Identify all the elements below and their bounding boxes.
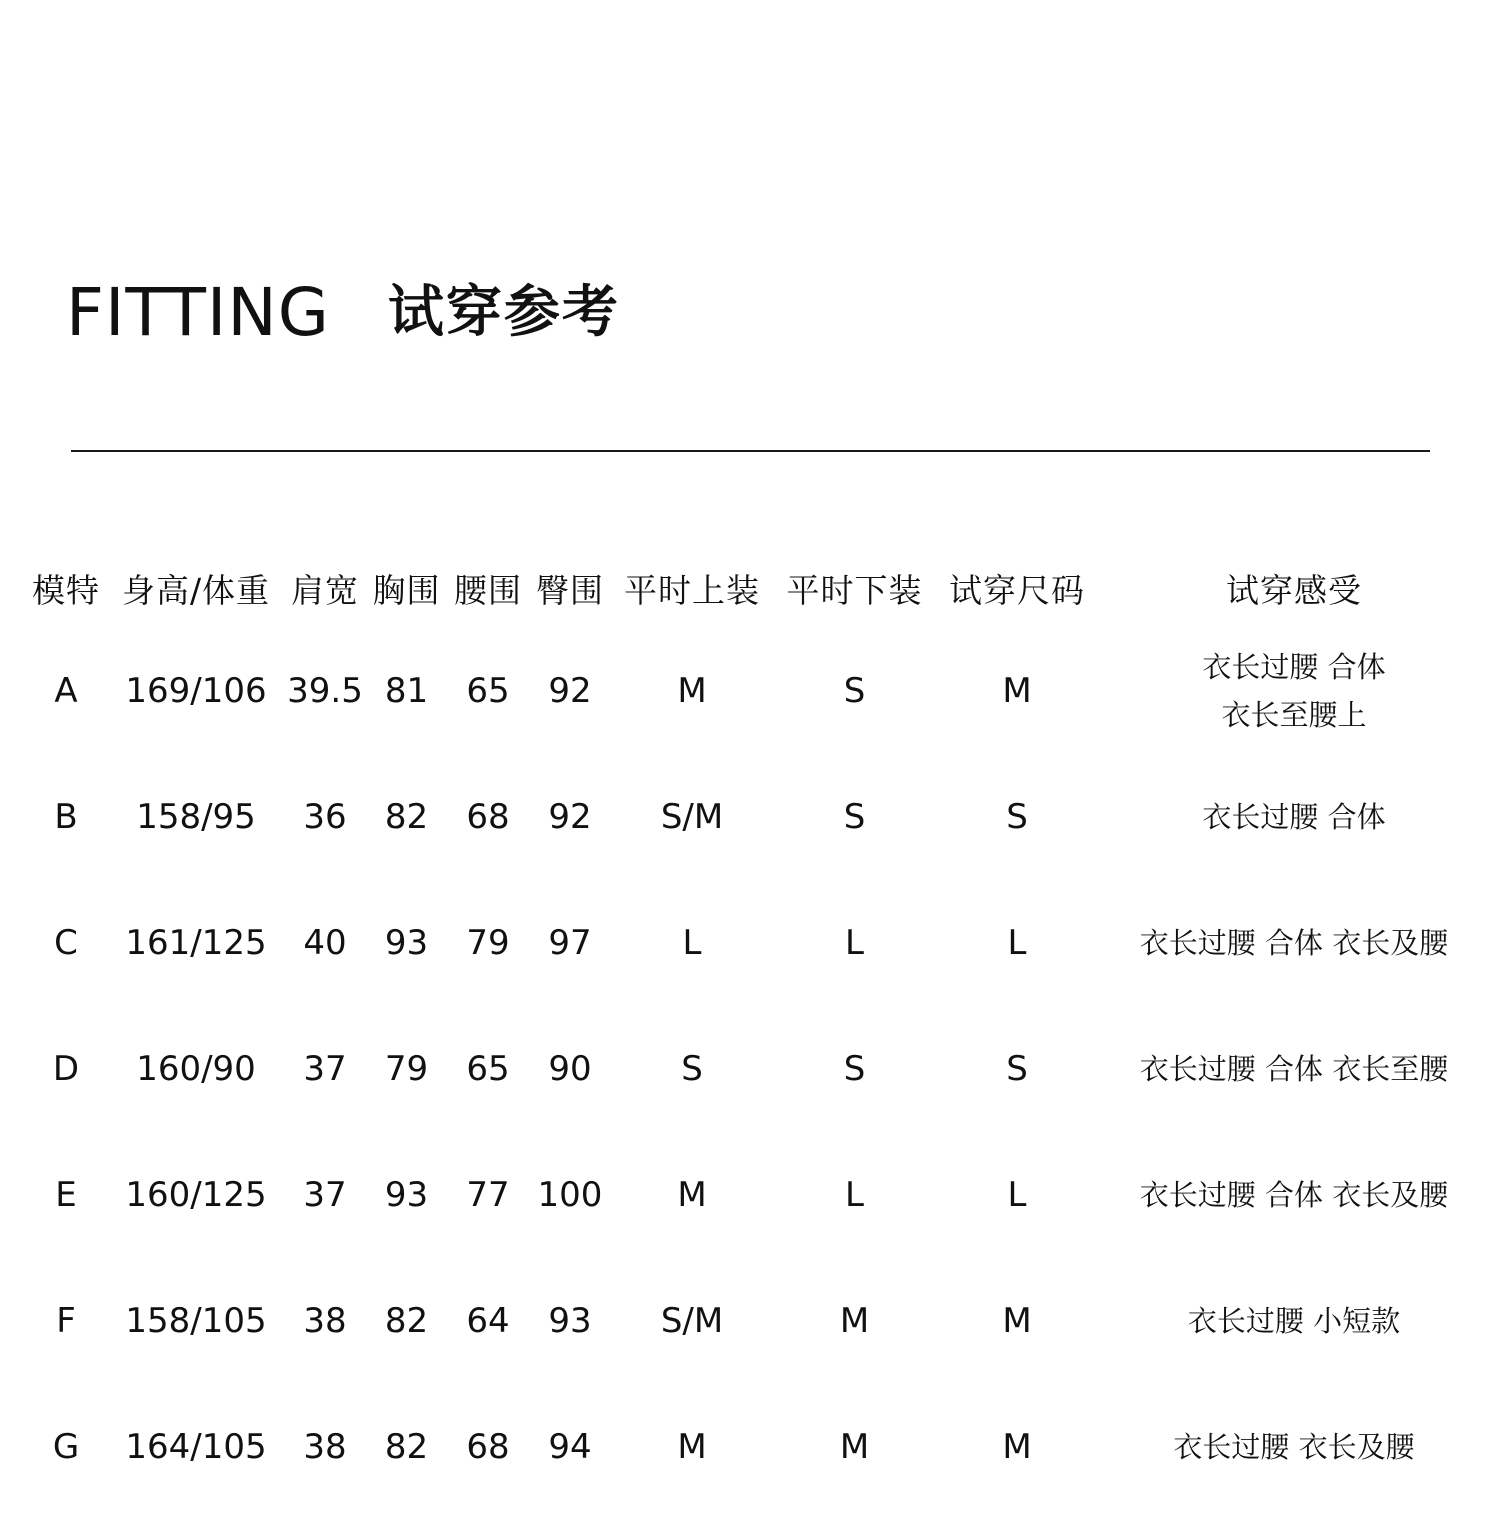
waist-cell: 68 — [466, 797, 510, 837]
header-usual-bottom: 平时下装 — [786, 570, 923, 610]
model-cell: G — [52, 1427, 80, 1467]
usual-top-cell: S — [681, 1049, 703, 1089]
header-height-weight: 身高/体重 — [121, 570, 271, 610]
title-chinese: 试穿参考 — [387, 280, 620, 345]
model-cell: A — [54, 671, 78, 711]
feedback-cell — [1104, 1297, 1484, 1345]
usual-top-cell: S/M — [660, 797, 724, 837]
hip-cell: 97 — [548, 923, 592, 963]
try-size-cell: L — [1007, 1175, 1027, 1215]
try-size-cell: M — [1002, 1427, 1032, 1467]
usual-top-cell: S/M — [660, 1301, 724, 1341]
feedback-cell — [1104, 643, 1484, 739]
chest-cell: 82 — [384, 1301, 429, 1341]
chest-cell: 93 — [384, 1175, 429, 1215]
waist-cell: 65 — [466, 1049, 510, 1089]
header-chest: 胸围 — [372, 570, 441, 610]
shoulder-cell: 37 — [303, 1175, 347, 1215]
feedback-line: 衣长至腰上 — [1221, 698, 1367, 732]
try-size-cell: S — [1006, 1049, 1028, 1089]
usual-bottom-cell: L — [845, 923, 864, 963]
height-weight-cell: 164/105 — [125, 1427, 267, 1467]
usual-top-cell: L — [682, 923, 702, 963]
usual-bottom-cell: S — [843, 671, 866, 711]
model-cell: C — [54, 923, 78, 963]
hip-cell: 100 — [537, 1175, 603, 1215]
chest-cell: 82 — [384, 1427, 429, 1467]
table-row — [25, 1132, 1485, 1258]
usual-bottom-cell: M — [839, 1301, 870, 1341]
feedback-line: 衣长过腰 合体 — [1202, 650, 1386, 684]
chest-cell: 81 — [384, 671, 429, 711]
waist-cell: 68 — [466, 1427, 510, 1467]
hip-cell: 90 — [548, 1049, 592, 1089]
usual-bottom-cell: S — [843, 797, 866, 837]
feedback-line: 衣长过腰 合体 衣长至腰 — [1139, 1052, 1449, 1086]
feedback-cell — [1104, 919, 1484, 967]
usual-top-cell: M — [677, 671, 707, 711]
height-weight-cell: 160/90 — [136, 1049, 256, 1089]
usual-bottom-cell: S — [843, 1049, 866, 1089]
header-usual-top: 平时上装 — [624, 570, 760, 610]
feedback-cell — [1104, 1423, 1484, 1471]
model-cell: F — [56, 1301, 76, 1341]
shoulder-cell: 38 — [303, 1301, 347, 1341]
header-waist: 腰围 — [454, 570, 522, 610]
header-model: 模特 — [32, 570, 100, 610]
waist-cell: 65 — [466, 671, 510, 711]
table-row — [25, 754, 1485, 880]
shoulder-cell: 37 — [303, 1049, 347, 1089]
chest-cell: 82 — [384, 797, 429, 837]
header-shoulder: 肩宽 — [291, 570, 359, 610]
height-weight-cell: 158/95 — [136, 797, 256, 837]
table-header-row — [25, 548, 1485, 628]
hip-cell: 94 — [548, 1427, 592, 1467]
usual-top-cell: M — [677, 1427, 707, 1467]
height-weight-cell: 160/125 — [125, 1175, 267, 1215]
try-size-cell: S — [1006, 797, 1028, 837]
shoulder-cell: 39.5 — [287, 671, 363, 711]
chest-cell: 93 — [384, 923, 429, 963]
feedback-line: 衣长过腰 合体 — [1202, 800, 1386, 834]
feedback-line: 衣长过腰 合体 衣长及腰 — [1139, 926, 1449, 960]
chest-cell: 79 — [384, 1049, 429, 1089]
table-row — [25, 1384, 1485, 1510]
page-title — [66, 268, 620, 358]
feedback-cell — [1104, 793, 1484, 841]
shoulder-cell: 40 — [303, 923, 347, 963]
height-weight-cell: 169/106 — [125, 671, 267, 711]
model-cell: D — [52, 1049, 80, 1089]
table-row — [25, 880, 1485, 1006]
height-weight-cell: 161/125 — [125, 923, 267, 963]
table-row — [25, 1006, 1485, 1132]
waist-cell: 64 — [466, 1301, 510, 1341]
shoulder-cell: 36 — [303, 797, 347, 837]
waist-cell: 77 — [466, 1175, 510, 1215]
height-weight-cell: 158/105 — [125, 1301, 267, 1341]
divider-line — [71, 450, 1430, 452]
hip-cell: 92 — [548, 671, 592, 711]
hip-cell: 92 — [548, 797, 592, 837]
usual-bottom-cell: L — [845, 1175, 864, 1215]
shoulder-cell: 38 — [303, 1427, 347, 1467]
hip-cell: 93 — [548, 1301, 592, 1341]
try-size-cell: L — [1007, 923, 1027, 963]
table-body — [25, 628, 1485, 1510]
table-row — [25, 1258, 1485, 1384]
waist-cell: 79 — [466, 923, 510, 963]
header-hip: 臀围 — [536, 570, 604, 610]
try-size-cell: M — [1002, 1301, 1032, 1341]
model-cell: E — [55, 1175, 77, 1215]
try-size-cell: M — [1002, 671, 1032, 711]
feedback-cell — [1104, 1171, 1484, 1219]
feedback-line: 衣长过腰 衣长及腰 — [1173, 1430, 1415, 1464]
header-try-size: 试穿尺码 — [949, 570, 1085, 610]
usual-top-cell: M — [677, 1175, 707, 1215]
feedback-line: 衣长过腰 小短款 — [1187, 1304, 1401, 1338]
feedback-line: 衣长过腰 合体 衣长及腰 — [1139, 1178, 1449, 1212]
usual-bottom-cell: M — [839, 1427, 870, 1467]
table-row — [25, 628, 1485, 754]
feedback-cell — [1104, 1045, 1484, 1093]
fitting-table — [25, 548, 1485, 1510]
model-cell: B — [54, 797, 78, 837]
header-feedback: 试穿感受 — [1226, 570, 1362, 610]
title-english: FITTING — [66, 274, 330, 351]
